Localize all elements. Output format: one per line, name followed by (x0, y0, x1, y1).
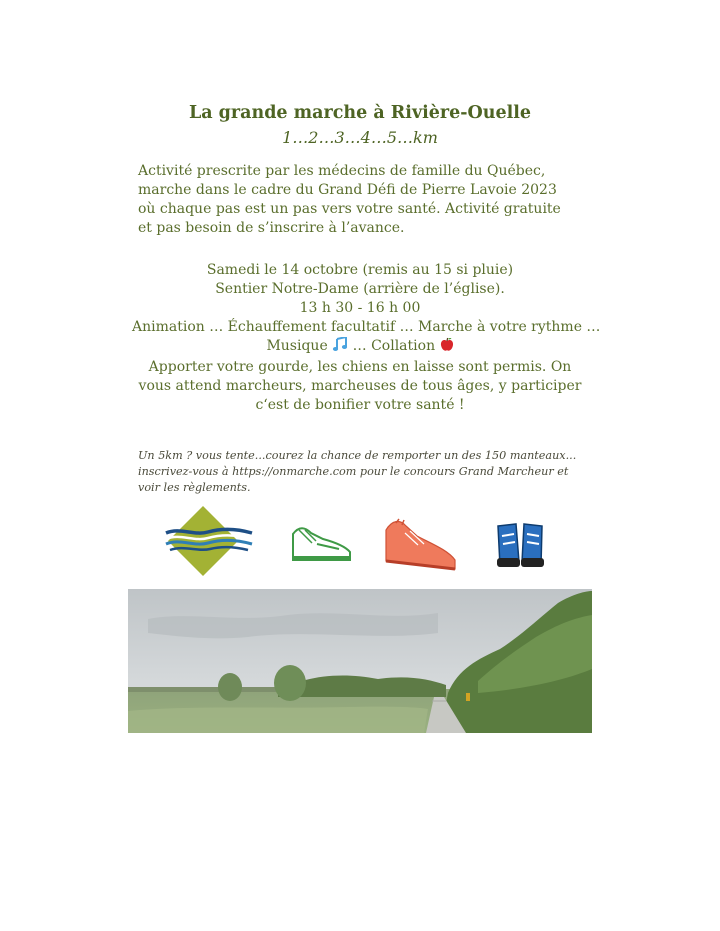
event-music-line (132, 337, 588, 358)
logo-row (0, 500, 720, 580)
intro-paragraph: Activité prescrite par les médecins de famille du Québec, marche dans le cadre du Grand Défi de Pierre Lavoie 2023 où chaque pas est un pas vers votre santé. Activité gratuite et pas besoin de s’inscrire à l’avance. (138, 163, 561, 236)
event-program: Animation … Échauffement facultatif … Marche à votre rythme … (132, 319, 601, 335)
trail-photo (128, 589, 592, 733)
municipality-logo (166, 506, 252, 576)
page-title: La grande marche à Rivière-Ouelle (188, 103, 532, 123)
orange-sneaker-icon (386, 519, 455, 569)
music-label: Musique (266, 338, 328, 354)
contest-note: Un 5km ? vous tente...courez la chance de remporter un des 150 manteaux... inscrivez-vous à https://onmarche.com pour le concours Grand Marcheur et voir les règlements. (138, 449, 577, 494)
snack-label: … Collation (352, 338, 436, 354)
music-note-icon (332, 337, 348, 358)
page-subtitle: 1…2…3…4…5…km (282, 128, 438, 147)
green-sneaker-icon (293, 528, 350, 561)
event-bring-note: Apporter votre gourde, les chiens en laisse sont permis. On vous attend marcheurs, marcheuses de tous âges, y participer c‘est de bonifier votre santé ! (138, 359, 582, 413)
event-location: Sentier Notre-Dame (arrière de l’église). (215, 281, 505, 297)
apple-icon (440, 337, 454, 358)
blue-sneakers-icon (497, 524, 544, 567)
event-details (132, 261, 601, 415)
event-time: 13 h 30 - 16 h 00 (299, 300, 421, 316)
event-date: Samedi le 14 octobre (remis au 15 si pluie) (206, 262, 514, 278)
